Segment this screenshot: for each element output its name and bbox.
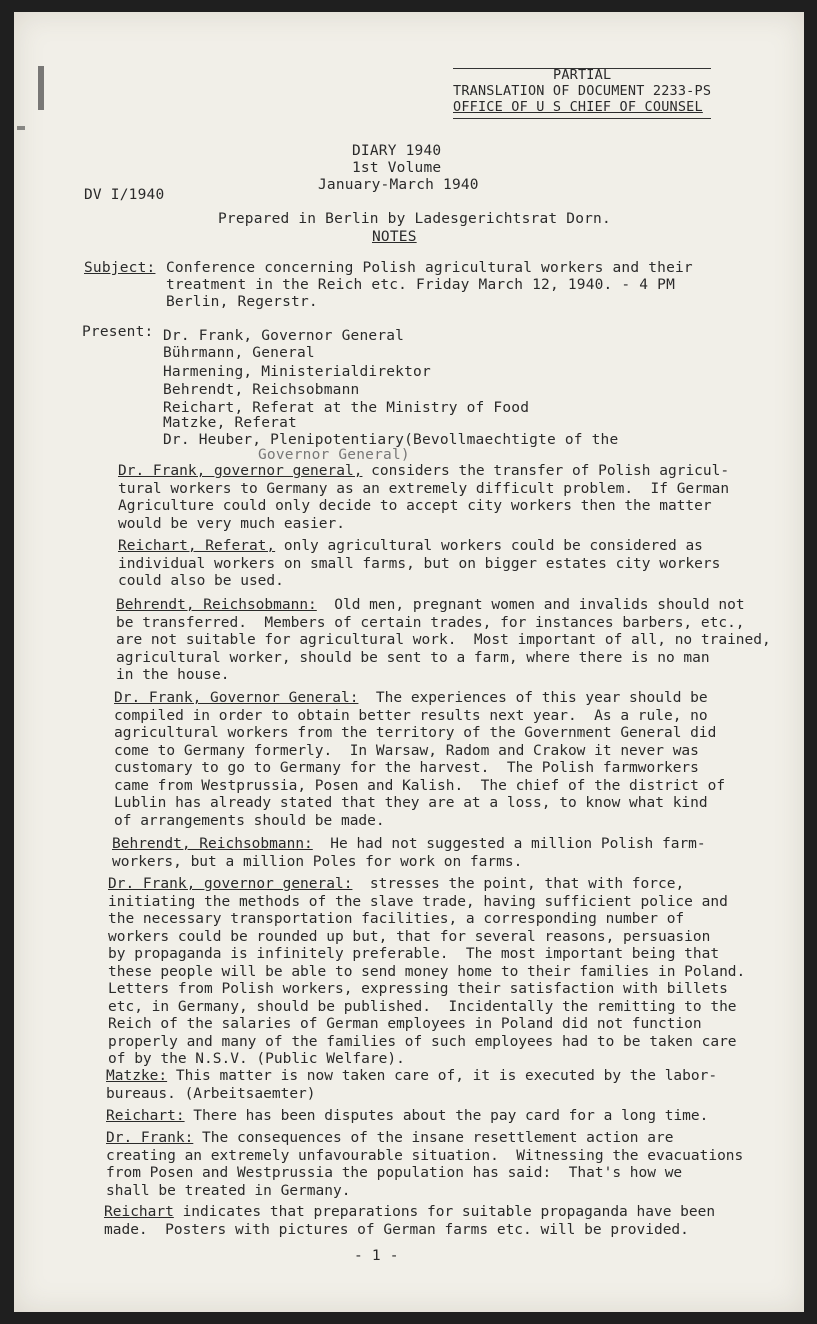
paragraph [108,876,745,1069]
speaker: Matzke: [106,1068,168,1084]
paragraph-text: He had not suggested a million Polish farm- workers, but a million Poles for work on farms. [112,836,706,870]
attendee: Matzke, Referat [163,415,297,431]
subject-line: Berlin, Regerstr. [166,294,318,310]
speaker: Behrendt, Reichsobmann: [116,597,317,613]
stamp-partial: PARTIAL [553,67,612,83]
notes-heading: NOTES [372,229,417,245]
paragraph [106,1068,717,1103]
paragraph-text: tural workers to Germany as an extremely difficult problem. If German [118,480,730,497]
attendee: Governor General) [258,447,410,463]
diary-title: DIARY 1940 [352,143,442,159]
paragraph [116,597,771,685]
paragraph-text: only agricultural workers could be considered as [275,538,703,554]
attendee: Dr. Frank, Governor General [163,328,405,344]
paragraph-text: This matter is now taken care of, it is executed by the labor- bureaus. (Arbeitsaemter) [106,1068,718,1102]
page-number: - 1 - [354,1248,399,1264]
paragraph [114,690,725,830]
speaker: Dr. Frank, Governor General: [114,690,359,706]
attendee: Bührmann, General [163,345,315,361]
paragraph-text: could also be used. [118,573,284,589]
attendee: Reichart, Referat at the Ministry of Food [163,400,530,416]
speaker: Reichart, Referat, [118,538,276,554]
subject-line: treatment in the Reich etc. Friday March 12, 1940. - 4 PM [166,277,675,293]
dv-reference: DV I/1940 [84,187,165,203]
speaker: Dr. Frank, governor general: [108,876,353,892]
paragraph-text: would be very much easier. [118,515,345,532]
diary-period: January-March 1940 [318,177,479,193]
speaker: Reichart: [106,1108,185,1124]
paragraph-text: Agriculture could only decide to accept city workers then the matter [118,498,712,514]
paragraph [106,1108,708,1126]
paragraph-text: The consequences of the insane resettlement action are creating an extremely unfavourable situation. Witnessing the evacuations from Posen and Westprussia the population has said: That's how we shall be treated in Germany. [106,1130,744,1199]
speaker: Reichart [104,1204,174,1220]
paragraph-text: indicates that preparations for suitable propaganda have been made. Posters with pictures of German farms etc. will be provided. [104,1204,716,1238]
attendee: Harmening, Ministerialdirektor [163,364,431,380]
subject-line: Conference concerning Polish agricultural workers and their [166,260,693,276]
paragraph-text: stresses the point, that with force, initiating the methods of the slave trade, having sufficient police and the necessary transportation facilities, a corresponding number of workers could be rounded up but, that for several reasons, persuasion by propaganda is infinitely preferable. The most important being that these people will be able to send money home to their families in Poland. Letters from Polish workers, expressing their satisfaction with billets etc, in Germany, should be published. Incidentally the remitting to the Reich of the salaries of German employees in Poland did not function properly and many of the families of such employees had to be taken care of by the N.S.V. (Public Welfare). [108,876,746,1067]
attendee: Dr. Heuber, Plenipotentiary(Bevollmaechtigte of the [163,432,619,448]
speaker: Behrendt, Reichsobmann: [112,836,313,852]
speaker: Dr. Frank: [106,1130,194,1146]
attendee: Behrendt, Reichsobmann [163,382,360,398]
paragraph [104,1204,715,1239]
speaker: Dr. Frank, governor general, [118,463,363,479]
paragraph-text: There has been disputes about the pay card for a long time. [184,1108,709,1124]
stamp-office: OFFICE OF U S CHIEF OF COUNSEL [453,99,703,115]
paragraph-text: considers the transfer of Polish agricul- [362,463,730,479]
paragraph [118,538,720,591]
margin-mark [38,66,44,110]
paragraph-text: Old men, pregnant women and invalids should not be transferred. Members of certain trades, for instances barbers, etc., are not suitable for agricultural work. Most important of all, no trained, agricultural worker, should be sent to a farm, where there is no man in the house. [116,597,771,683]
present-label: Present: [82,324,154,340]
subject-label: Subject: [84,260,156,276]
paragraph-text: individual workers on small farms, but on bigger estates city workers [118,555,721,572]
margin-mark [17,126,25,130]
prepared-by: Prepared in Berlin by Ladesgerichtsrat Dorn. [218,211,611,227]
paragraph [118,463,729,533]
stamp-translation: TRANSLATION OF DOCUMENT 2233-PS [453,83,712,99]
paragraph [112,836,706,871]
paragraph [106,1130,743,1200]
diary-volume: 1st Volume [352,160,442,176]
paragraph-text: The experiences of this year should be compiled in order to obtain better results next year. As a rule, no agricultural workers from the territory of the Government General did come to Germany formerly. In Warsaw, Radom and Crakow it never was customary to go to Germany for the harvest. The Polish farmworkers came from Westprussia, Posen and Kalish. The chief of the district of Lublin has already stated that they are at a loss, to know what kind of arrangements should be made. [114,690,726,829]
